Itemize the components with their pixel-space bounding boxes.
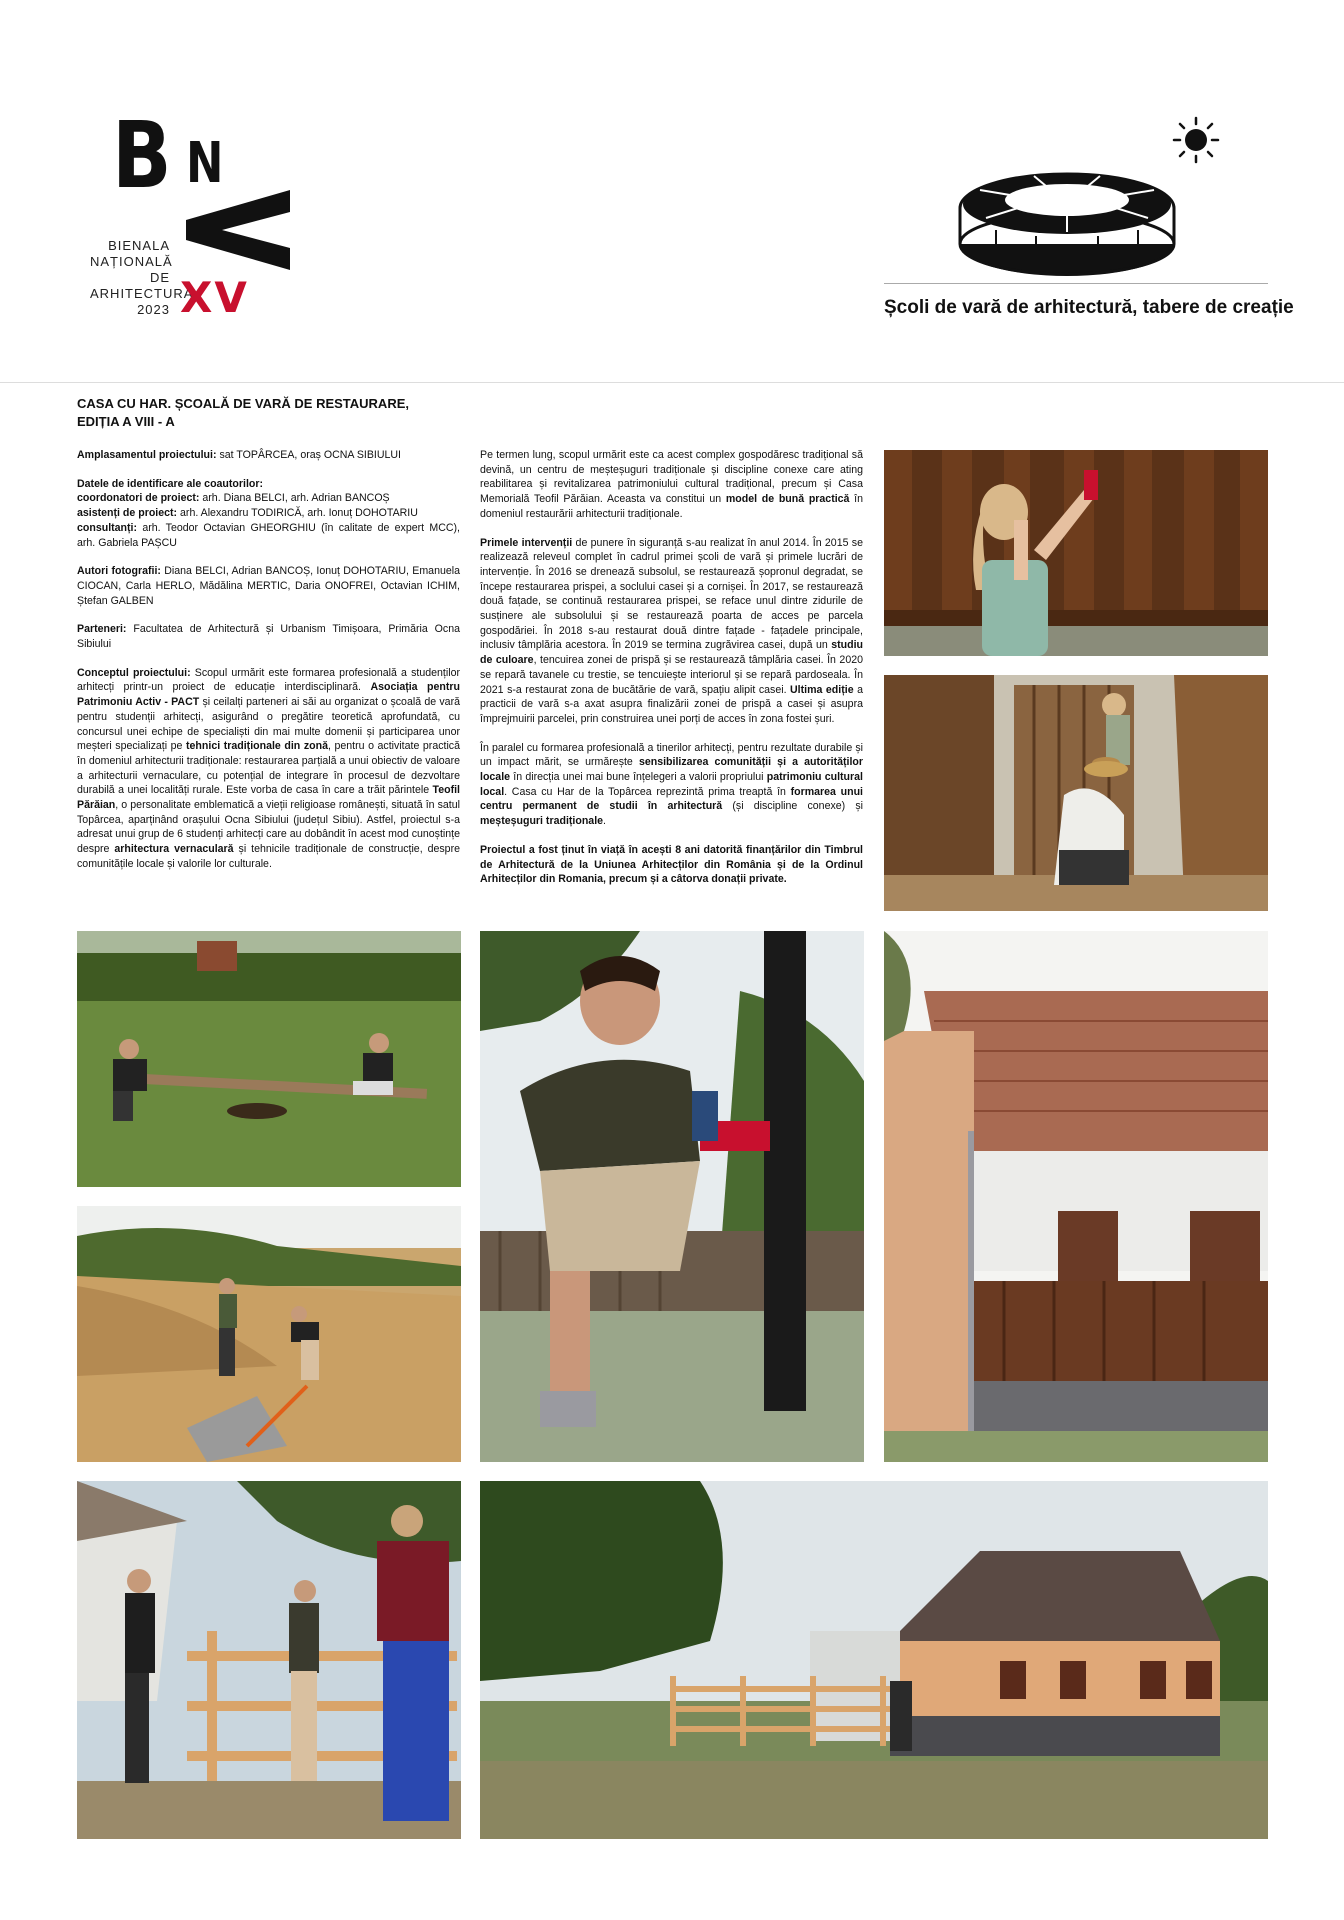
concept-text-1: Scopul urmărit este formarea profesională a studenților arhitecți printr-un proiect de educație interdisciplinară. [77, 666, 460, 694]
concept-text-3: , pentru o activitate practică în domeniul arhitecturii tradiționale: restaurarea parțială a unui obiectiv de valoare a arhitecturii vernaculare, cu potențial de integrare în procesul de dezvoltare durabilă a unei localități rurale. Este vorba de casa în care a trăit părintele [77, 740, 460, 797]
consultants-label: consultanți: [77, 521, 138, 534]
concept-text-2: și ceilalți parteneri ai săi au organizat o școală de vară pentru studenții arhitecți, asigurând o pregătire teoretică aprofundată, cu concursul unei echipe de specialiști din mai multe domenii și participarea unor meșteri specializați pe [77, 696, 460, 753]
project-title-line-1: CASA CU HAR. ȘCOALĂ DE VARĂ DE RESTAURARE, [77, 396, 409, 411]
parallel-bold-2: patrimoniu cultural local [480, 771, 863, 798]
logo-line-4: ARHITECTURĂ [90, 286, 194, 301]
goal-text-2: în domeniul restaurării arhitecturii tradiționale. [480, 493, 863, 520]
logo-line-2: NAȚIONALĂ [90, 254, 173, 269]
interventions-bold-1: Primele intervenții [480, 536, 573, 549]
header-divider [0, 382, 1344, 383]
parallel-text-2: în direcția unei mai bune înțelegeri a valorii propriului [510, 771, 767, 784]
photo-staining-post [480, 931, 864, 1462]
goal-paragraph [480, 448, 863, 522]
logo-letter-a-shape [186, 190, 290, 270]
logo-line-1: BIENALA [108, 238, 170, 253]
concept-bold-1: Asociația pentru Patrimoniu Activ - PACT [77, 681, 460, 709]
partners-label: Parteneri: [77, 623, 127, 636]
logo-letter-b: B [112, 102, 172, 209]
subtitle-rule [884, 283, 1268, 284]
photo-digging-sand [77, 1206, 461, 1462]
parallel-paragraph [480, 741, 863, 829]
location-paragraph [77, 448, 460, 463]
parallel-text-3: . Casa cu Har de la Topârcea reprezintă prima treaptă în [504, 785, 791, 798]
goal-bold-1: model de bună practică [725, 493, 850, 506]
photo-house-porch [884, 931, 1268, 1462]
partners-paragraph [77, 622, 460, 651]
photo-authors-value: Diana BELCI, Adrian BANCOȘ, Ionuț DOHOTARIU, Emanuela CIOCAN, Carla HERLO, Mădălina MERTIC, Daria ONOFREI, Octavian ICHIM, Ștefan GALBEN [77, 565, 460, 607]
logo-letter-n: N [186, 131, 224, 196]
logo-edition: XV [180, 273, 249, 322]
interventions-bold-3: Ultima ediție [790, 683, 854, 696]
bna-logo [90, 102, 300, 340]
sun-icon [1172, 116, 1220, 164]
logo-line-3: DE [149, 270, 170, 285]
assistants-value: arh. Alexandru TODIRICĂ, arh. Ionuț DOHOTARIU [177, 507, 418, 520]
photo-house-gate [480, 1481, 1268, 1839]
concept-text-4: , o personalitate emblematică a vieții religioase românești, situată în satul Topârcea, aparținând orașului Ocna Sibiului (județul Sibiu). Astfel, proiectul s-a adresat unui grup de 6 studenți arhitecți care au dobândit în acest mod cunoștințe despre [77, 799, 460, 856]
project-title-line-2: EDIȚIA A VIII - A [77, 414, 175, 429]
concept-paragraph [77, 666, 460, 872]
consultants-value: arh. Teodor Octavian GHEORGHIU (în calitate de expert MCC), arh. Gabriela PAȘCU [77, 521, 460, 549]
section-title: Școli de vară de arhitectură, tabere de creație [884, 297, 1294, 318]
concept-text-5: și tehnicile tradiționale de construcție, despre comunitățile locale și valorile lor culturale. [77, 843, 460, 870]
coauthors-block [77, 477, 460, 551]
photo-fence-workers [77, 1481, 461, 1839]
parallel-bold-3: formarea unui centru permanent de studii în arhitectură [480, 785, 864, 813]
parallel-text-1: În paralel cu formarea profesională a tinerilor arhitecți, pentru rezultate durabile și un impact mărit, se urmărește [480, 741, 863, 769]
location-value: sat TOPÂRCEA, oraș OCNA SIBIULUI [216, 449, 401, 461]
funding-text: Proiectul a fost ținut în viață în acești 8 ani datorită finanțărilor din Timbrul de Arhitectură de la Uniunea Arhitecților din România și de la Ordinul Arhitecților din Romania, precum și a câtorva donații private. [480, 843, 863, 886]
project-title [77, 395, 457, 431]
photo-authors-paragraph [77, 564, 460, 608]
logo-line-5: 2023 [137, 302, 170, 317]
parallel-bold-4: meșteșuguri tradiționale [480, 815, 604, 828]
interventions-paragraph [480, 536, 863, 727]
goal-text-1: Pe termen lung, scopul urmărit este ca acest complex gospodăresc tradițional să devină, un centru de meșteșuguri tradiționale și discipline conexe care ating reabilitarea și revitalizarea patrimoniului cultural tradițional, precum și Casa Memorială Teofil Părăian. Aceasta va constitui un [480, 449, 863, 506]
concept-bold-3: Teofil Părăian [77, 784, 460, 812]
coauthors-heading: Datele de identificare ale coautorilor: [77, 477, 264, 490]
interventions-bold-2: studiu de culoare [480, 639, 863, 667]
assistants-label: asistenți de proiect: [77, 507, 178, 520]
text-column-1 [77, 448, 460, 886]
logo-text [90, 238, 194, 318]
location-label: Amplasamentul proiectului: [77, 449, 217, 461]
interventions-text-2: , tencuirea zonei de prispă și se restaurează tâmplăria casei. În 2020 se repară tavanele cu trestie, se tencuiește interiorul și se repară pardoseala. În 2021 s-a restaurat zona de bucătărie de vară, spațiu alipit casei. [480, 654, 863, 696]
photo-painting-fence [884, 675, 1268, 911]
partners-value: Facultatea de Arhitectură și Urbanism Timișoara, Primăria Ocna Sibiului [77, 623, 460, 651]
ring-pavilion-icon [956, 168, 1178, 280]
concept-bold-4: arhitectura vernaculară [114, 843, 234, 856]
text-column-2 [480, 448, 863, 901]
photo-carrying-beam [77, 931, 461, 1187]
coordinators-label: coordonatori de proiect: [77, 492, 200, 505]
photo-wooden-wall-painting [884, 450, 1268, 656]
parallel-text-4: (și discipline conexe) și [722, 800, 863, 813]
coordinators-value: arh. Diana BELCI, arh. Adrian BANCOȘ [199, 492, 390, 505]
concept-bold-2: tehnici tradiționale din zonă [186, 740, 328, 753]
interventions-text-3: a practicii de vară s-a axat asupra finalizării zonei de prispă a casei și asupra împrejmuirii parcelei, prin construirea unei porți de acces în zona fostei șuri. [480, 683, 863, 725]
funding-paragraph [480, 843, 863, 887]
parallel-bold-1: sensibilizarea comunității și a autorităților locale [480, 756, 864, 784]
interventions-text-1: de punere în siguranță s-au realizat în anul 2014. În 2015 se realizează releveul complet în cadrul primei școli de vară și primele lucrări de intervenție. În 2016 se drenează subsolul, se restaurează șopronul degradat, se începe restaurarea prispei, a soclului casei și a cornișei. În 2017, se restaurează două fațade, se continuă restaurarea prispei, se reface unul dintre zidurile de susținere ale subsolului și se restaurează poarta de acces pe parcela gospodăriei. În 2018 s-au restaurat două dintre fațade - fațadele principale, inclusiv tâmplăria acestora. În 2019 se termina zugrăvirea casei, după un [480, 536, 863, 652]
photo-authors-label: Autori fotografii: [77, 565, 161, 578]
concept-label: Conceptul proiectului: [77, 666, 191, 679]
parallel-text-5: . [603, 815, 606, 828]
